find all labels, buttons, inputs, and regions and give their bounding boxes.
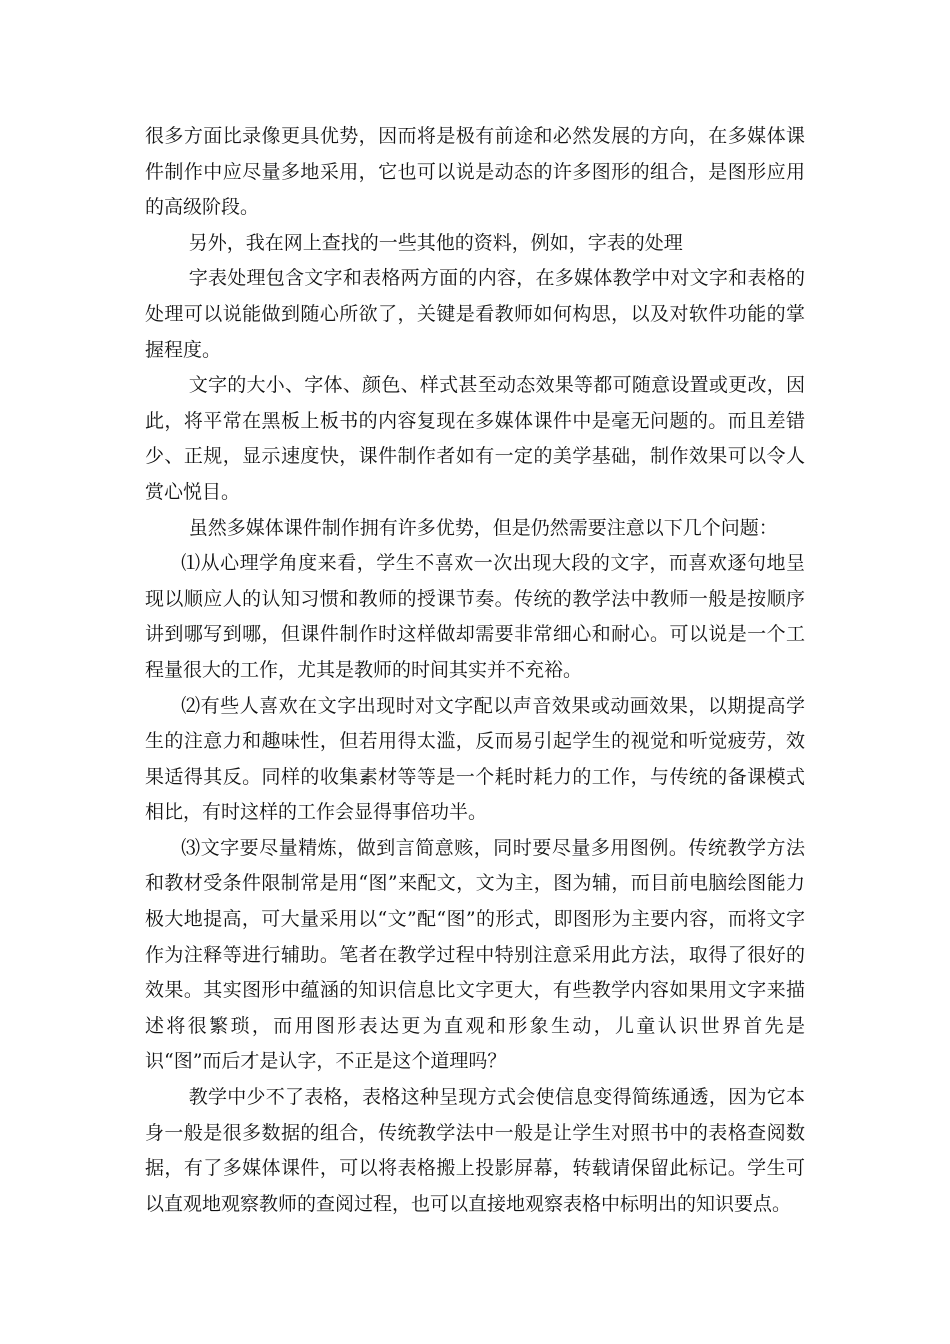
paragraph-tables: 教学中少不了表格，表格这种呈现方式会使信息变得简练通透，因为它本身一般是很多数据的组合，传统教学法中一般是让学生对照书中的表格查阅数据，有了多媒体课件，可以将表格搬上投影屏幕，转载请保留此标记。学生可以直观地观察教师的查阅过程，也可以直接地观察表格中标明出的知识要点。	[145, 1086, 805, 1215]
paragraph-other-materials: 另外，我在网上查找的一些其他的资料，例如，字表的处理	[188, 231, 683, 254]
paragraph-text-styles: 文字的大小、字体、颜色、样式甚至动态效果等都可随意设置或更改，因此，将平常在黑板上板书的内容复现在多媒体课件中是毫无问题的。而且差错少、正规，显示速度快，课件制作者如有一定的美学基础，制作效果可以令人赏心悦目。	[145, 374, 805, 503]
paragraph-issue-3: ⑶文字要尽量精炼，做到言简意赅，同时要尽量多用图例。传统教学方法和教材受条件限制常是用“图”来配文，文为主，图为辅，而目前电脑绘图能力极大地提高，可大量采用以“文”配“图”的形式，即图形为主要内容，而将文字作为注释等进行辅助。笔者在教学过程中特别注意采用此方法，取得了很好的效果。其实图形中蕴涵的知识信息比文字更大，有些教学内容如果用文字来描述将很繁琐，而用图形表达更为直观和形象生动，儿童认识世界首先是识“图”而后才是认字，不正是这个道理吗？	[145, 836, 805, 1073]
paragraph-issue-1: ⑴从心理学角度来看，学生不喜欢一次出现大段的文字，而喜欢逐句地呈现以顺应人的认知习惯和教师的授课节奏。传统的教学法中教师一般是按顺序讲到哪写到哪，但课件制作时这样做却需要非常细心和耐心。可以说是一个工程量很大的工作，尤其是教师的时间其实并不充裕。	[145, 552, 805, 681]
paragraph-issues-intro: 虽然多媒体课件制作拥有许多优势，但是仍然需要注意以下几个问题：	[188, 516, 778, 539]
paragraph-issue-2: ⑵有些人喜欢在文字出现时对文字配以声音效果或动画效果，以期提高学生的注意力和趣味性，但若用得太滥，反而易引起学生的视觉和听觉疲劳，效果适得其反。同样的收集素材等等是一个耗时耗力的工作，与传统的备课模式相比，有时这样的工作会显得事倍功半。	[145, 694, 805, 824]
document-body	[145, 119, 805, 1222]
paragraph-text-table-processing: 字表处理包含文字和表格两方面的内容，在多媒体教学中对文字和表格的处理可以说能做到随心所欲了，关键是看教师如何构思，以及对软件功能的掌握程度。	[145, 267, 805, 361]
paragraph-continuation: 很多方面比录像更具优势，因而将是极有前途和必然发展的方向，在多媒体课件制作中应尽量多地采用，它也可以说是动态的许多图形的组合，是图形应用的高级阶段。	[145, 125, 805, 219]
